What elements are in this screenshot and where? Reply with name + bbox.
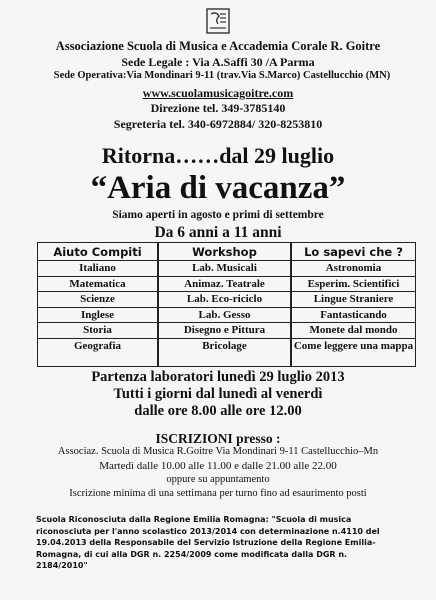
direzione-phone: Direzione tel. 349-3785140: [150, 101, 286, 115]
table-row: [37, 261, 416, 277]
table-row: [37, 308, 416, 324]
table-row: [37, 323, 416, 339]
column-header-aiuto-compiti: Aiuto Compiti: [37, 242, 158, 261]
sede-operativa: Sede Operativa:Via Mondinari 9-11 (trav.Via S.Marco) Castellucchio (MN): [53, 70, 391, 81]
table-row: [37, 292, 416, 308]
aperti-note: Siamo aperti in agosto e primi di settembre: [112, 209, 324, 221]
giorni-line: Tutti i giorni dal lunedì al venerdì: [113, 386, 323, 402]
iscrizioni-hours: Martedì dalle 10.00 alle 11.00 e dalle 21.00 alle 22.00: [99, 460, 337, 472]
table-cell: Lingue Straniere: [291, 292, 416, 308]
segreteria-phone: Segreteria tel. 340-6972884/ 320-8253810: [113, 117, 323, 131]
column-header-lo-sapevi: Lo sapevi che ?: [291, 242, 416, 261]
table-cell: Bricolage: [158, 339, 291, 367]
table-cell: Geografia: [37, 339, 158, 367]
minimum-enrollment-note: Iscrizione minima di una settimana per turno fino ad esaurimento posti: [69, 488, 367, 499]
table-cell: Disegno e Pittura: [158, 323, 291, 339]
table-cell: Esperim. Scientifici: [291, 277, 416, 293]
ritorna-heading: Ritorna……dal 29 luglio: [101, 143, 335, 168]
table-cell: Astronomia: [291, 261, 416, 277]
table-cell: Lab. Eco-riciclo: [158, 292, 291, 308]
table-cell: Storia: [37, 323, 158, 339]
table-row: [37, 277, 416, 293]
table-row: [37, 339, 416, 367]
music-school-logo-icon: [206, 8, 230, 34]
table-cell: Lab. Musicali: [158, 261, 291, 277]
partenza-line: Partenza laboratori lunedì 29 luglio 2013: [91, 369, 345, 385]
iscrizioni-address: Associaz. Scuola di Musica R.Goitre Via Mondinari 9-11 Castellucchio–Mn: [57, 446, 379, 457]
website-link[interactable]: www.scuolamusicagoitre.com: [142, 86, 294, 100]
table-cell: Scienze: [37, 292, 158, 308]
orari-line: dalle ore 8.00 alle ore 12.00: [134, 403, 302, 419]
table-cell: Lab. Gesso: [158, 308, 291, 324]
sede-legale: Sede Legale : Via A.Saffi 30 /A Parma: [121, 55, 315, 69]
appointment-note: oppure su appuntamento: [166, 474, 270, 485]
page-title: “Aria di vacanza”: [90, 170, 346, 206]
column-header-workshop: Workshop: [158, 242, 291, 261]
recognition-footer: Scuola Riconosciuta dalla Regione Emilia Romagna: "Scuola di musica riconosciuta per l'anno scolastico 2013/2014 con determinazione n.4110 del 19.04.2013 della Responsabile del Servizio Istruzione della Regione Emilia- Romagna, di cui alla DGR n. 2254/2009 come modificata dalla DGR n. 2184/2010": [36, 515, 380, 570]
table-cell: Animaz. Teatrale: [158, 277, 291, 293]
table-header-row: [37, 242, 416, 261]
association-name: Associazione Scuola di Musica e Accademia Corale R. Goitre: [55, 39, 381, 53]
table-cell: Fantasticando: [291, 308, 416, 324]
table-cell: Monete dal mondo: [291, 323, 416, 339]
table-cell: Inglese: [37, 308, 158, 324]
table-cell: Come leggere una mappa: [291, 339, 416, 367]
activities-table: [37, 242, 416, 367]
age-range: Da 6 anni a 11 anni: [154, 224, 282, 241]
table-cell: Matematica: [37, 277, 158, 293]
iscrizioni-heading: ISCRIZIONI presso :: [155, 431, 281, 446]
table-cell: Italiano: [37, 261, 158, 277]
